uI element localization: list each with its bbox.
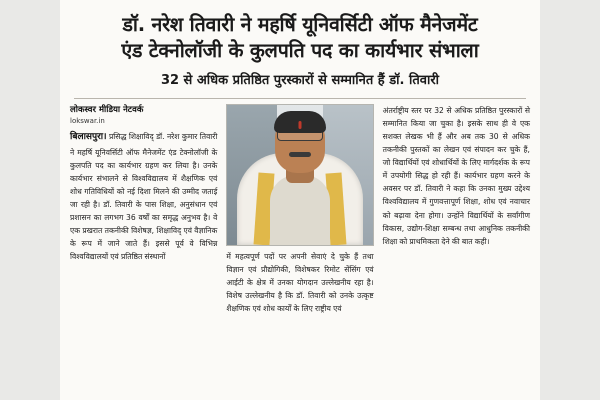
column-3-body: अंतर्राष्ट्रीय स्तर पर 32 से अधिक प्रतिष्ठित पुरस्कारों से सम्मानित किया जा चुका है। इसके साथ ही वे एक सशक्त लेखक भी हैं और अब तक 30 से अधिक तकनीकी पुस्तकों का लेखन एवं संपादन कर चुके हैं, जो विद्यार्थियों एवं शोधार्थियों के लिए मार्गदर्शक के रूप में उपयोगी सिद्ध हो रही हैं। कार्यभार ग्रहण करने के अवसर पर डॉ. तिवारी ने कहा कि उनका मुख्य उद्देश्य विश्वविद्यालय में गुणवत्तापूर्ण शिक्षा, शोध एवं नवाचार को बढ़ावा देना होगा। उन्होंने विद्यार्थियों के सर्वांगीण विकास, उद्योग-शिक्षा सम्बन्ध तथा आधुनिक तकनीकी शिक्षा को प्राथमिकता देने की बात कही। [382,106,530,246]
column-3 [383,104,530,248]
byline-outlet: लोकस्वर मीडिया नेटवर्क [70,105,144,116]
photo-tilak [298,121,301,129]
column-2 [226,104,373,315]
header-divider [74,98,526,99]
column-1 [70,104,217,263]
byline-email: lokswar.in [70,117,105,126]
dateline: बिलासपुरा। [70,132,107,143]
headline-line-2: एंड टेक्नोलॉजी के कुलपति पद का कार्यभार संभाला [121,39,479,63]
article-photo [226,104,373,246]
right-gutter [540,0,600,400]
subheadline: 32 से अधिक प्रतिष्ठित पुरस्कारों से सम्मानित हैं डॉ. तिवारी [160,73,440,89]
column-1-text [70,130,217,263]
column-1-body: प्रसिद्ध शिक्षाविद् डॉ. नरेश कुमार तिवारी ने महर्षि यूनिवर्सिटी ऑफ मैनेजमेंट एंड टेक्नोलॉजी के कुलपति पद का कार्यभार ग्रहण कर लिया है। उनके कार्यभार संभालने से विश्वविद्यालय में शैक्षणिक एवं शोध गतिविधियों को नई दिशा मिलने की उम्मीद जताई जा रही है। डॉ. तिवारी के पास शिक्षा, अनुसंधान एवं प्रशासन का लगभग 36 वर्षों का समृद्ध अनुभव है। वे एक प्रखरात तकनीकी विशेषज्ञ, शिक्षाविद् एवं वैज्ञानिक के रूप में जाने जाते हैं। इससे पूर्व वे विभिन्न विश्वविद्यालयों एवं प्रतिष्ठित संस्थानों [70,132,218,261]
article-paper [60,0,540,400]
left-gutter [0,0,60,400]
article-columns [70,104,530,315]
column-2-body: में महत्वपूर्ण पदों पर अपनी सेवाएं दे चुके हैं तथा विज्ञान एवं प्रौद्योगिकी, विशेषकर रिमोट सेंसिंग एवं आईटी के क्षेत्र में उनका योगदान उल्लेखनीय रहा है। विशेष उल्लेखनीय है कि डॉ. तिवारी को उनके उत्कृष्ट शैक्षणिक एवं शोध कार्यों के लिए राष्ट्रीय एवं [226,252,374,314]
photo-moustache [289,152,311,157]
photo-shoulder [270,175,330,245]
headline [70,12,530,64]
headline-line-1: डॉ. नरेश तिवारी ने महर्षि यूनिवर्सिटी ऑफ मैनेजमेंट [122,13,478,36]
